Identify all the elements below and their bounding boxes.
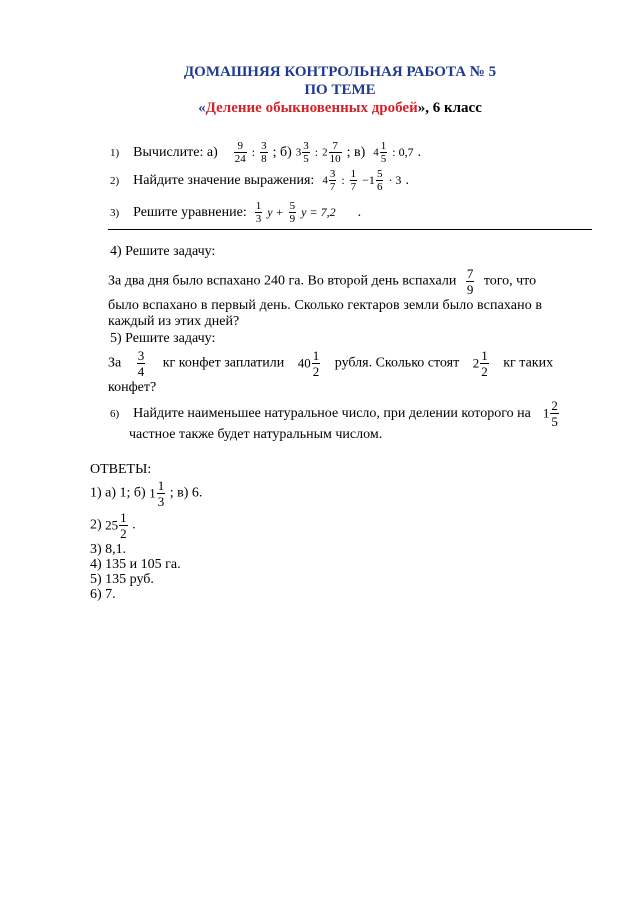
task-5-line-2: конфет? [108, 380, 157, 395]
task-3-term-1: y + [267, 205, 284, 220]
task-4-heading: 4) Решите задачу: [110, 244, 216, 259]
task-1-label: Вычислите: а) [133, 145, 218, 161]
task-5-mixed-3: 2 $\frac{1}{2}$ [472, 348, 488, 379]
task-1 [110, 140, 421, 165]
task-1c-operator: : 0,7 [392, 145, 414, 160]
task-3-number: 3) [110, 207, 120, 220]
task-1a-fraction-2: $\frac{3}{8}$ [261, 140, 267, 165]
title-line-3 [90, 99, 590, 117]
title-quote-open: « [198, 100, 206, 116]
task-2-operator-2: −1 [362, 173, 375, 188]
task-3-fraction-2: $\frac{5}{9}$ [289, 200, 296, 225]
task-5-za: За [108, 355, 122, 371]
task-2-mixed-1: 4 $\frac{3}{7}$ [322, 168, 336, 193]
answer-2 [90, 510, 136, 541]
task-5-line-1 [108, 348, 592, 379]
task-1b-operator: : [314, 145, 319, 160]
title-topic: Деление обыкновенных дробей [205, 100, 418, 116]
answer-2-suffix: . [132, 517, 136, 533]
title-line-2: ПО ТЕМЕ [304, 82, 376, 98]
task-1b-mixed-1: 3 $\frac{3}{5}$ [295, 140, 309, 165]
answer-3: 3) 8,1. [90, 542, 127, 557]
task-1b-mixed-2: 2 $\frac{7}{10}$ [322, 140, 341, 165]
task-2-operator-3: · 3 [388, 173, 402, 188]
task-4-line-3: каждый из этих дней? [108, 314, 240, 329]
task-5-fraction-1: $\frac{3}{4}$ [137, 348, 145, 379]
answer-1-suffix: ; в) 6. [169, 485, 203, 501]
task-5-text-a: кг конфет заплатили [162, 355, 285, 371]
answer-1 [90, 478, 202, 509]
task-1a-operator: : [251, 145, 256, 160]
task-3-fraction-1: $\frac{1}{3}$ [255, 200, 262, 225]
task-5-text-c: кг таких [503, 355, 554, 371]
answer-1-mixed: 1 $\frac{1}{3}$ [149, 478, 165, 509]
task-4-fraction: $\frac{7}{9}$ [466, 266, 474, 297]
task-6-number: 6) [110, 408, 120, 421]
task-6-text-b: частное также будет натуральным числом. [129, 427, 383, 442]
task-2-operator-1: : [341, 173, 345, 188]
answer-1-prefix: 1) а) 1; б) [90, 485, 146, 501]
task-1c-mixed: 4 $\frac{1}{5}$ [373, 140, 387, 165]
answer-6: 6) 7. [90, 587, 116, 602]
task-1-number: 1) [110, 147, 120, 160]
task-2-label: Найдите значение выражения: [133, 173, 315, 189]
title-line-1: ДОМАШНЯЯ КОНТРОЛЬНАЯ РАБОТА № 5 [183, 64, 497, 80]
task-6-mixed: 1 $\frac{2}{5}$ [542, 398, 558, 429]
task-5-text-b: рубля. Сколько стоят [334, 355, 460, 371]
answer-5: 5) 135 руб. [90, 572, 154, 587]
task-2-end: . [405, 173, 409, 189]
task-2-fraction-3: $\frac{5}{6}$ [376, 168, 383, 193]
task-6-text-a: Найдите наименьшее натуральное число, при делении которого на [133, 406, 531, 422]
task-3-label: Решите уравнение: [133, 205, 247, 221]
title-grade: », 6 класс [417, 100, 482, 116]
task-4-line-2: было вспахано в первый день. Сколько гектаров земли было вспахано в [108, 298, 543, 313]
task-4-text-b: того, что [483, 273, 537, 289]
task-1-sep-c: ; в) [346, 145, 366, 161]
task-4-text-a: За два дня было вспахано 240 га. Во второй день вспахали [108, 273, 457, 289]
task-5-mixed-2: 40 $\frac{1}{2}$ [297, 348, 320, 379]
task-3 [110, 200, 361, 225]
section-divider [108, 229, 592, 230]
task-6 [110, 398, 560, 429]
task-2-fraction-2: $\frac{1}{7}$ [350, 168, 357, 193]
task-3-end: . [357, 205, 362, 221]
task-4-line-1 [108, 266, 592, 297]
task-3-term-2: y = 7,2 [301, 205, 336, 220]
answers-title: ОТВЕТЫ: [90, 462, 152, 477]
task-5-heading: 5) Решите задачу: [110, 331, 216, 346]
task-1a-fraction-1: $\frac{9}{24}$ [234, 140, 246, 165]
task-2-number: 2) [110, 175, 120, 188]
task-1-sep-b: ; б) [272, 145, 292, 161]
answer-4: 4) 135 и 105 га. [90, 557, 181, 572]
task-1-end: . [417, 145, 422, 161]
task-2 [110, 168, 409, 193]
answer-2-mixed: 25 $\frac{1}{2}$ [105, 510, 127, 541]
answer-2-prefix: 2) [90, 517, 102, 533]
